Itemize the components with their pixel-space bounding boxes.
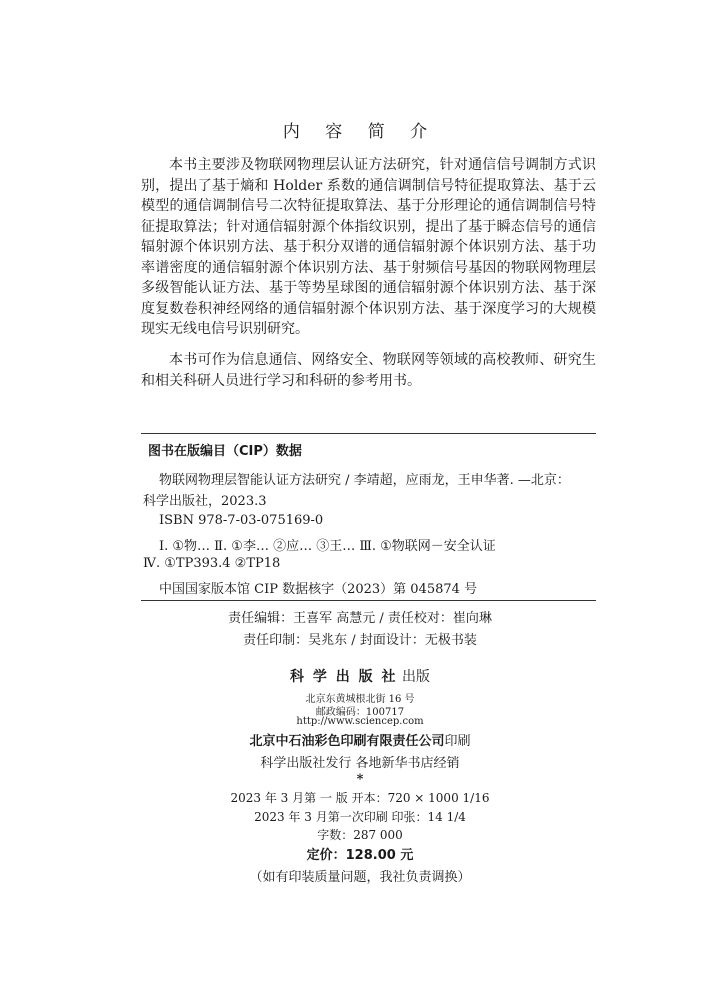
credits-editors: 责任编辑：王喜军 高慧元 / 责任校对：崔向琳 — [228, 611, 492, 626]
printer-line — [0, 730, 720, 749]
quality-note: （如有印装质量问题，我社负责调换） — [249, 870, 471, 885]
edition-line: 2023 年 3 月第 一 版 开本：720 × 1000 1/16 — [230, 791, 490, 805]
cip-classification-cont: Ⅳ. ①TP393.4 ②TP18 — [143, 556, 281, 571]
cip-title-line-cont: 科学出版社，2023.3 — [143, 494, 267, 509]
publisher-postcode: 邮政编码：100717 — [315, 707, 405, 718]
page-title: 内 容 简 介 — [282, 122, 438, 142]
cip-classification: Ⅰ. ①物… Ⅱ. ①李… ②应… ③王… Ⅲ. ①物联网－安全认证 — [159, 539, 496, 554]
cip-bottom-rule — [141, 600, 596, 601]
publisher-name: 科 学 出 版 社 — [290, 669, 398, 685]
printer-name: 北京中石油彩色印刷有限责任公司 — [249, 734, 445, 749]
printer-suffix: 印刷 — [444, 734, 471, 749]
cip-heading: 图书在版编目（CIP）数据 — [148, 444, 302, 459]
cip-title-line: 物联网物理层智能认证方法研究 / 李靖超，应雨龙，王申华著. —北京： — [159, 473, 570, 488]
intro-paragraph-2: 本书可作为信息通信、网络安全、物联网等领域的高校教师、研究生和相关科研人员进行学习和科研的参考用书。 — [141, 352, 596, 389]
word-count: 字数：287 000 — [317, 828, 403, 842]
price: 定价：128.00 元 — [306, 848, 414, 863]
intro-paragraph-1: 本书主要涉及物联网物理层认证方法研究，针对通信信号调制方式识别，提出了基于熵和 Holder 系数的通信调制信号特征提取算法、基于云模型的通信调制信号二次特征提取算法、基于分形理论的通信调制信号特征提取算法；针对通信辐射源个体指纹识别，提出了基于瞬态信号的通信辐射源个体识别方法、基于积分双谱的通信辐射源个体识别方法、基于功率谱密度的通信辐射源个体识别方法、基于射频信号基因的物联网物理层多级智能认证方法、基于等势星球图的通信辐射源个体识别方法、基于深度复数卷积神经网络的通信辐射源个体识别方法、基于深度学习的大规模现实无线电信号识别研究。 — [141, 157, 596, 337]
printing-line: 2023 年 3 月第一次印刷 印张：14 1/4 — [254, 810, 466, 824]
credits-production: 责任印制：吴兆东 / 封面设计：无极书装 — [243, 633, 477, 648]
publisher-address: 北京东黄城根北街 16 号 — [305, 694, 415, 705]
publisher-line — [0, 666, 720, 686]
publisher-url: http://www.sciencep.com — [296, 716, 424, 727]
publisher-suffix: 出版 — [401, 669, 430, 685]
distribution-line: 科学出版社发行 各地新华书店经销 — [260, 756, 460, 771]
separator-star: * — [356, 772, 364, 787]
cip-isbn: ISBN 978-7-03-075169-0 — [159, 513, 324, 528]
cip-verification: 中国国家版本馆 CIP 数据核字（2023）第 045874 号 — [159, 582, 478, 597]
cip-top-rule — [141, 433, 596, 434]
